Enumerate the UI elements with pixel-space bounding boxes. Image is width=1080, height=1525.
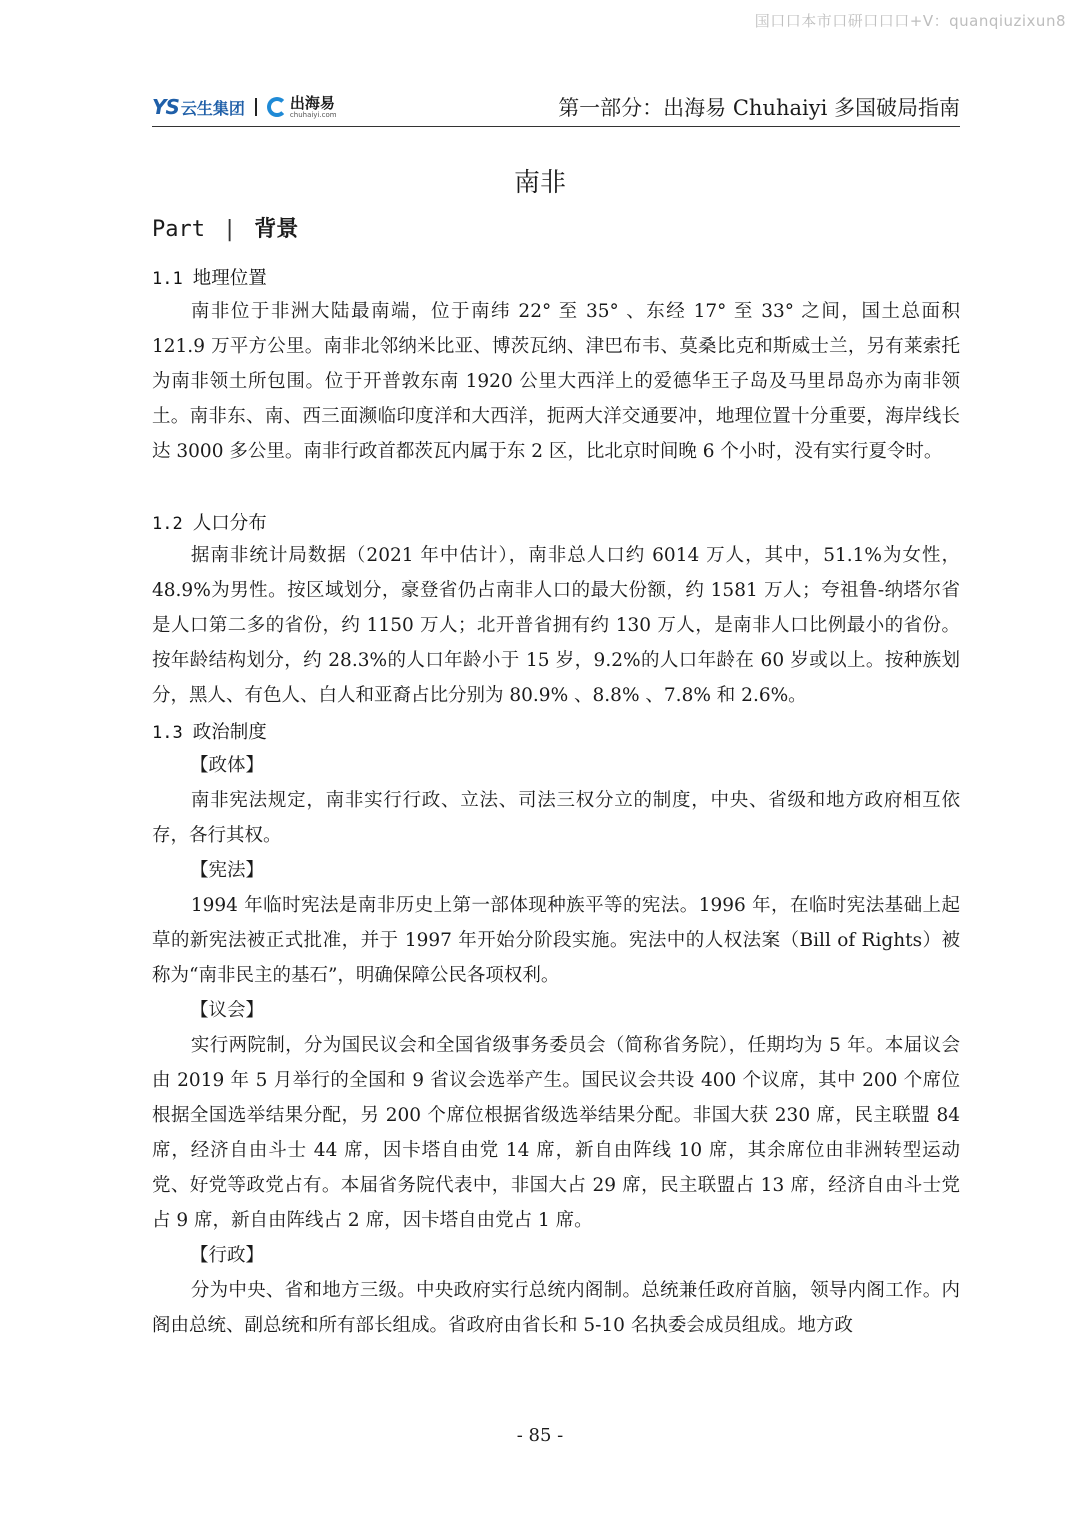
section-heading-politics	[152, 718, 267, 744]
paragraph-population: 据南非统计局数据（2021 年中估计），南非总人口约 6014 万人，其中，51.1%为女性，48.9%为男性。按区域划分，豪登省仍占南非人口的最大份额，约 1581 万人；夸祖鲁-纳塔尔省是人口第二多的省份，约 1150 万人；北开普省拥有约 130 万人，是南非人口比例最小的省份。按年龄结构划分，约 28.3%的人口年龄小于 15 岁，9.2%的人口年龄在 60 岁或以上。按种族划分，黑人、有色人、白人和亚裔占比分别为 80.9% 、8.8% 、7.8% 和 2.6%。	[152, 545, 960, 706]
paragraph-parliament: 实行两院制，分为国民议会和全国省级事务委员会（简称省务院），任期均为 5 年。本届议会由 2019 年 5 月举行的全国和 9 省议会选举产生。国民议会共设 400 个议席，其中 200 个席位根据全国选举结果分配，另 200 个席位根据省级选举结果分配。非国大获 230 席，民主联盟 84 席，经济自由斗士 44 席，因卡塔自由党 14 席，新自由阵线 10 席，其余席位由非洲转型运动党、好党等政党占有。本届省务院代表中，非国大占 29 席，民主联盟占 13 席，经济自由斗士党占 9 席，新自由阵线占 2 席，因卡塔自由党占 1 席。	[152, 1035, 960, 1231]
watermark-text: 国口口本市口研口口口+V：quanqiuzixun8	[754, 12, 1066, 30]
page-number: - 85 -	[516, 1425, 564, 1446]
subheading-parliament: 【议会】	[190, 1000, 265, 1021]
ys-logo-name: 云生集团	[180, 98, 245, 118]
section-title: 人口分布	[192, 513, 267, 534]
section-number: 1.3	[152, 723, 183, 743]
ys-logo-mark: YS	[152, 95, 179, 119]
chuhaiyi-logo-icon	[267, 97, 287, 117]
part-heading	[152, 212, 298, 243]
subheading-executive: 【行政】	[190, 1245, 265, 1266]
paragraph-polity: 南非宪法规定，南非实行行政、立法、司法三权分立的制度，中央、省级和地方政府相互依存，各行其权。	[152, 790, 960, 846]
part-separator: |	[222, 217, 237, 242]
header-section-title: 第一部分：出海易 Chuhaiyi 多国破局指南	[558, 96, 960, 120]
page-header	[152, 90, 960, 127]
paragraph-geography: 南非位于非洲大陆最南端，位于南纬 22° 至 35° 、东经 17° 至 33° 之间，国土总面积 121.9 万平方公里。南非北邻纳米比亚、博茨瓦纳、津巴布韦、莫桑比克和斯威士兰，另有莱索托为南非领土所包围。位于开普敦东南 1920 公里大西洋上的爱德华王子岛及马里昂岛亦为南非领土。南非东、南、西三面濒临印度洋和大西洋，扼两大洋交通要冲，地理位置十分重要，海岸线长达 3000 多公里。南非行政首都茨瓦内属于东 2 区，比北京时间晚 6 个小时，没有实行夏令时。	[152, 301, 960, 462]
subheading-constitution: 【宪法】	[190, 860, 265, 881]
chuhaiyi-logo-text	[289, 93, 337, 119]
chuhaiyi-logo-url: chuhaiyi.com	[289, 110, 337, 119]
section-heading-population	[152, 509, 267, 535]
subheading-polity: 【政体】	[190, 755, 265, 776]
part-label: Part	[152, 217, 205, 242]
paragraph-executive: 分为中央、省和地方三级。中央政府实行总统内阁制。总统兼任政府首脑，领导内阁工作。内阁由总统、副总统和所有部长组成。省政府由省长和 5-10 名执委会成员组成。地方政	[152, 1280, 960, 1336]
logo-divider	[255, 98, 257, 116]
header-logo	[152, 94, 337, 120]
section-number: 1.2	[152, 514, 183, 534]
section-number: 1.1	[152, 269, 183, 289]
section-heading-geography	[152, 264, 267, 290]
paragraph-constitution: 1994 年临时宪法是南非历史上第一部体现种族平等的宪法。1996 年，在临时宪法基础上起草的新宪法被正式批准，并于 1997 年开始分阶段实施。宪法中的人权法案（Bill of Rights）被称为“南非民主的基石”，明确保障公民各项权利。	[152, 895, 960, 986]
part-name: 背景	[254, 217, 299, 242]
page-title: 南非	[513, 168, 566, 198]
section-title: 政治制度	[192, 722, 267, 743]
chuhaiyi-logo-name: 出海易	[289, 93, 335, 112]
section-title: 地理位置	[192, 268, 267, 289]
